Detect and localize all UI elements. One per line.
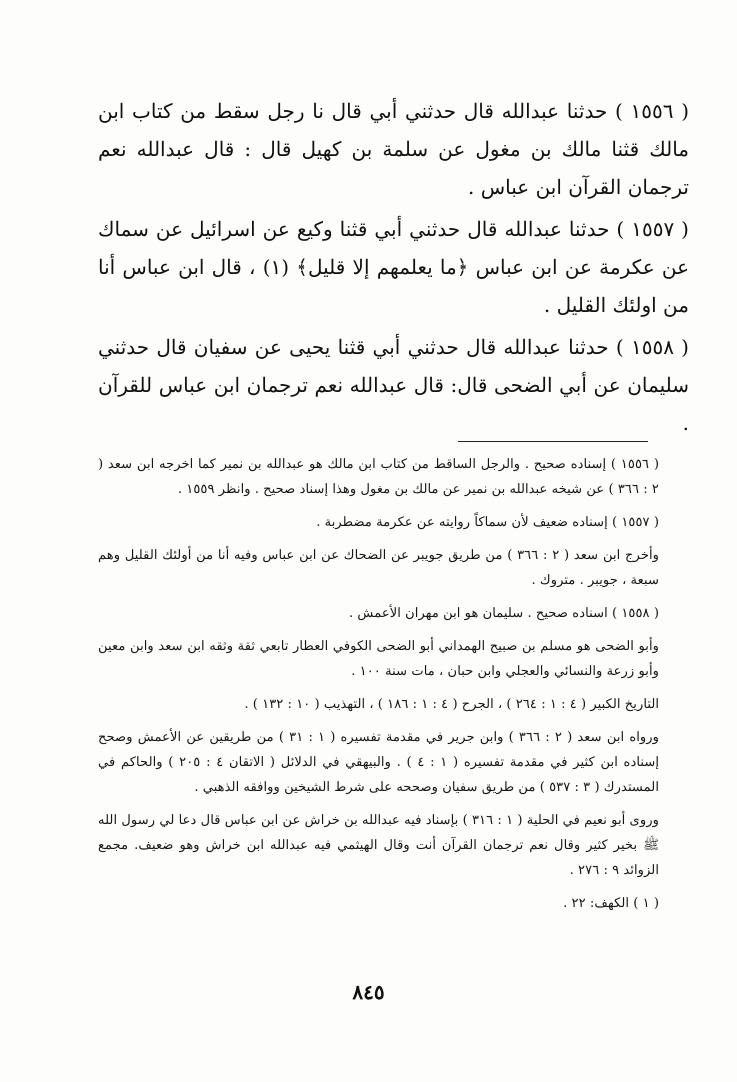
main-text	[98, 92, 689, 446]
hadith-1557: ( ١٥٥٧ ) حدثنا عبدالله قال حدثني أبي قثنا وكيع عن اسرائيل عن سماك عن عكرمة عن ابن عباس ﴿ما يعلمهم إلا قليل﴾ (١) ، قال ابن عباس أنا من اولئك القليل .	[98, 217, 689, 317]
footnote-1558-hilya: وروى أبو نعيم في الحلية ( ١ : ٣١٦ ) بإسناد فيه عبدالله بن خراش عن ابن عباس قال دعا لي رسول الله ﷺ بخير كثير وقال نعم ترجمان القرآن أنت وقال الهيثمي فيه عبدالله ابن خراش وهو ضعيف. مجمع الزوائد ٩ : ٢٧٦ .	[98, 813, 659, 878]
footnote-1558-narrator: وأبو الضحى هو مسلم بن صبيح الهمداني أبو الضحى الكوفي العطار تابعي ثقة وثقه ابن سعد وابن معين وأبو زرعة والنسائي والعجلي وابن حبان ، مات سنة ١٠٠ .	[98, 639, 659, 679]
footnote-1558-sources: ورواه ابن سعد ( ٢ : ٣٦٦ ) وابن جرير في مقدمة تفسيره ( ١ : ٣١ ) من طريقين عن الأعمش وصحح إسناده ابن كثير في مقدمة تفسيره ( ١ : ٤ ) . والبيهقي في الدلائل ( الاتقان ٤ : ٢٠٥ ) والحاكم في المستدرك ( ٣ : ٥٣٧ ) من طريق سفيان وصححه على شرط الشيخين ووافقه الذهبي .	[98, 730, 660, 795]
footnote-divider	[458, 441, 648, 442]
hadith-1558: ( ١٥٥٨ ) حدثنا عبدالله قال حدثني أبي قثنا يحيى عن سفيان قال حدثني سليمان عن أبي الضحى قال: قال عبدالله نعم ترجمان ابن عباس للقرآن .	[98, 335, 689, 435]
footnote-1557: ( ١٥٥٧ ) إسناده ضعيف لأن سماكاً روايته عن عكرمة مضطربة .	[316, 515, 659, 530]
page-number: ٨٤٥	[352, 980, 385, 1004]
footnotes	[98, 452, 659, 924]
footnote-1557-extra: وأخرج ابن سعد ( ٢ : ٣٦٦ ) من طريق جويبر عن الضحاك عن ابن عباس وفيه أنا من أولئك القليل وهم سبعة ، جويبر . متروك .	[98, 548, 660, 588]
footnote-1556: ( ١٥٥٦ ) إسناده صحيح . والرجل الساقط من كتاب ابن مالك هو عبدالله بن نمير كما اخرجه ابن سعد ( ٢ : ٣٦٦ ) عن شيخه عبدالله بن نمير عن مالك بن مغول وهذا إسناد صحيح . وانظر ١٥٥٩ .	[98, 457, 660, 497]
hadith-1556: ( ١٥٥٦ ) حدثنا عبدالله قال حدثني أبي قال نا رجل سقط من كتاب ابن مالك قثنا مالك بن مغول عن سلمة بن كهيل قال : قال عبدالله نعم ترجمان القرآن ابن عباس .	[98, 99, 689, 199]
footnote-quran-ref: ( ١ ) الكهف: ٢٢ .	[563, 896, 659, 911]
footnote-1558: ( ١٥٥٨ ) اسناده صحيح . سليمان هو ابن مهران الأعمش .	[349, 606, 659, 621]
footnote-1558-refs: التاريخ الكبير ( ٤ : ١ : ٢٦٤ ) ، الجرح ( ٤ : ١ : ١٨٦ ) ، التهذيب ( ١٠ : ١٣٢ ) .	[244, 697, 659, 712]
